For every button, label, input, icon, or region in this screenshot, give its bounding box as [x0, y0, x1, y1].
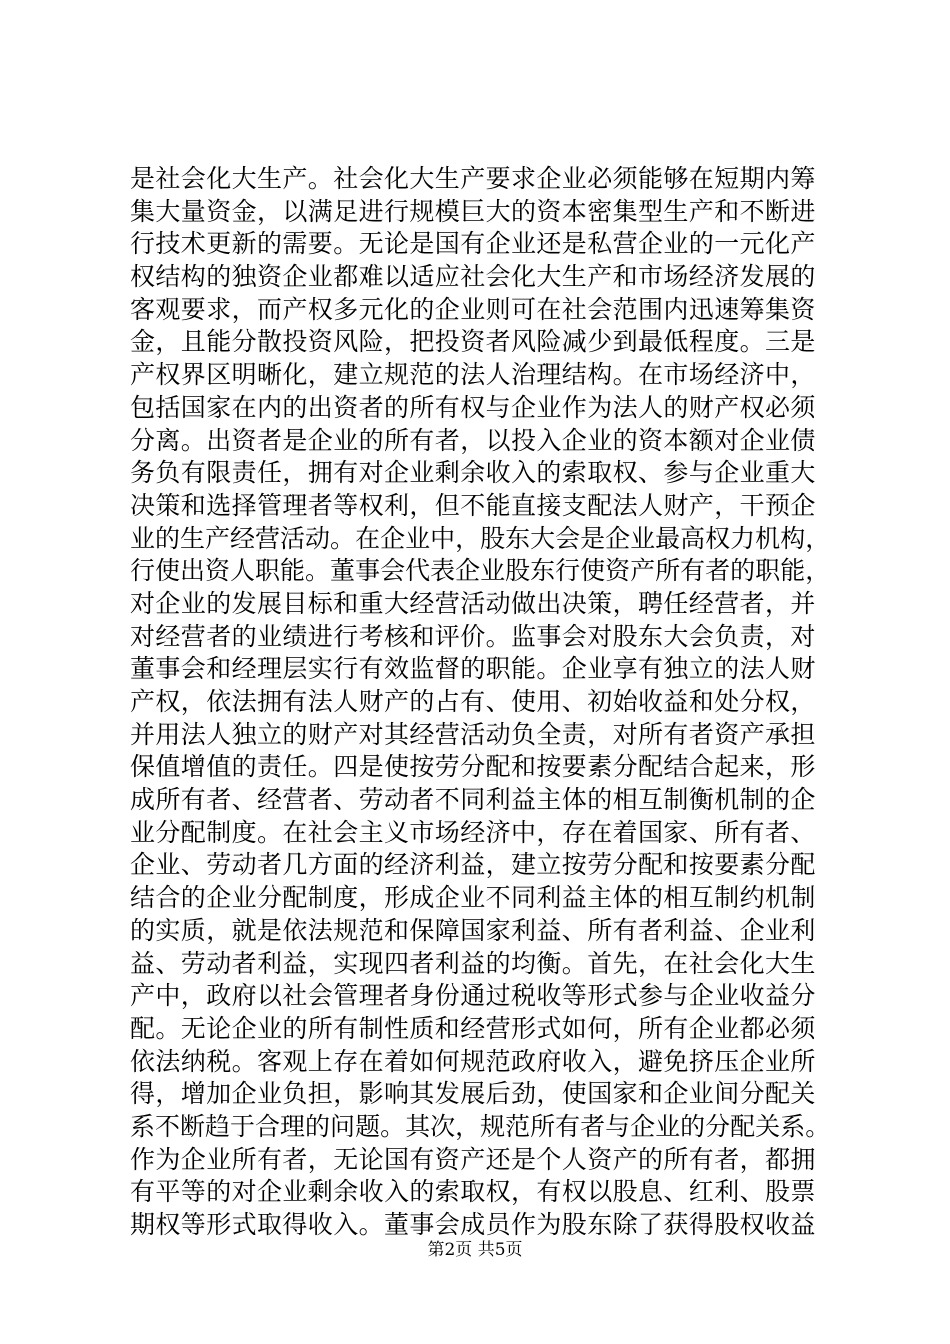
text-line: 依法纳税。客观上存在着如何规范政府收入，避免挤压企业所: [130, 1046, 816, 1076]
text-line: 的实质，就是依法规范和保障国家利益、所有者利益、企业利: [130, 915, 816, 945]
text-line: 得，增加企业负担，影响其发展后劲，使国家和企业间分配关: [130, 1079, 816, 1109]
text-line: 期权等形式取得收入。董事会成员作为股东除了获得股权收益: [130, 1210, 816, 1239]
text-line: 企业、劳动者几方面的经济利益，建立按劳分配和按要素分配: [130, 850, 816, 880]
text-line: 权结构的独资企业都难以适应社会化大生产和市场经济发展的: [130, 262, 816, 292]
page-footer: 第2页 共5页: [427, 1240, 523, 1260]
text-line: 并用法人独立的财产对其经营活动负全责，对所有者资产承担: [130, 719, 816, 749]
text-line: 是社会化大生产。社会化大生产要求企业必须能够在短期内筹: [130, 164, 816, 193]
text-line: 产中，政府以社会管理者身份通过税收等形式参与企业收益分: [130, 981, 816, 1011]
text-line: 集大量资金，以满足进行规模巨大的资本密集型生产和不断进: [130, 196, 816, 226]
text-line: 有平等的对企业剩余收入的索取权，有权以股息、红利、股票: [130, 1177, 816, 1207]
text-line: 对经营者的业绩进行考核和评价。监事会对股东大会负责，对: [130, 621, 816, 651]
text-line: 业的生产经营活动。在企业中，股东大会是企业最高权力机构，: [130, 523, 831, 553]
text-line: 务负有限责任，拥有对企业剩余收入的索取权、参与企业重大: [130, 458, 816, 488]
text-line: 客观要求，而产权多元化的企业则可在社会范围内迅速筹集资: [130, 294, 816, 324]
text-line: 业分配制度。在社会主义市场经济中，存在着国家、所有者、: [130, 817, 816, 847]
text-line: 成所有者、经营者、劳动者不同利益主体的相互制衡机制的企: [130, 785, 816, 815]
text-line: 益、劳动者利益，实现四者利益的均衡。首先，在社会化大生: [130, 948, 816, 978]
text-line: 包括国家在内的出资者的所有权与企业作为法人的财产权必须: [130, 392, 816, 422]
text-line: 配。无论企业的所有制性质和经营形式如何，所有企业都必须: [130, 1013, 816, 1043]
text-line: 结合的企业分配制度，形成企业不同利益主体的相互制约机制: [130, 883, 816, 913]
text-line: 对企业的发展目标和重大经营活动做出决策，聘任经营者，并: [130, 588, 816, 618]
text-line: 产权界区明晰化，建立规范的法人治理结构。在市场经济中，: [130, 360, 816, 390]
text-line: 行技术更新的需要。无论是国有企业还是私营企业的一元化产: [130, 229, 816, 259]
text-line: 作为企业所有者，无论国有资产还是个人资产的所有者，都拥: [130, 1144, 816, 1174]
text-line: 决策和选择管理者等权利，但不能直接支配法人财产，干预企: [130, 490, 816, 520]
text-line: 董事会和经理层实行有效监督的职能。企业享有独立的法人财: [130, 654, 816, 684]
text-line: 行使出资人职能。董事会代表企业股东行使资产所有者的职能，: [130, 556, 831, 586]
text-line: 保值增值的责任。四是使按劳分配和按要素分配结合起来，形: [130, 752, 816, 782]
body-text: [130, 163, 830, 1242]
text-line: 产权，依法拥有法人财产的占有、使用、初始收益和处分权，: [130, 687, 816, 716]
text-line: 分离。出资者是企业的所有者，以投入企业的资本额对企业债: [130, 425, 816, 455]
text-line: 系不断趋于合理的问题。其次，规范所有者与企业的分配关系。: [130, 1111, 831, 1141]
text-line: 金，且能分散投资风险，把投资者风险减少到最低程度。三是: [130, 327, 816, 357]
